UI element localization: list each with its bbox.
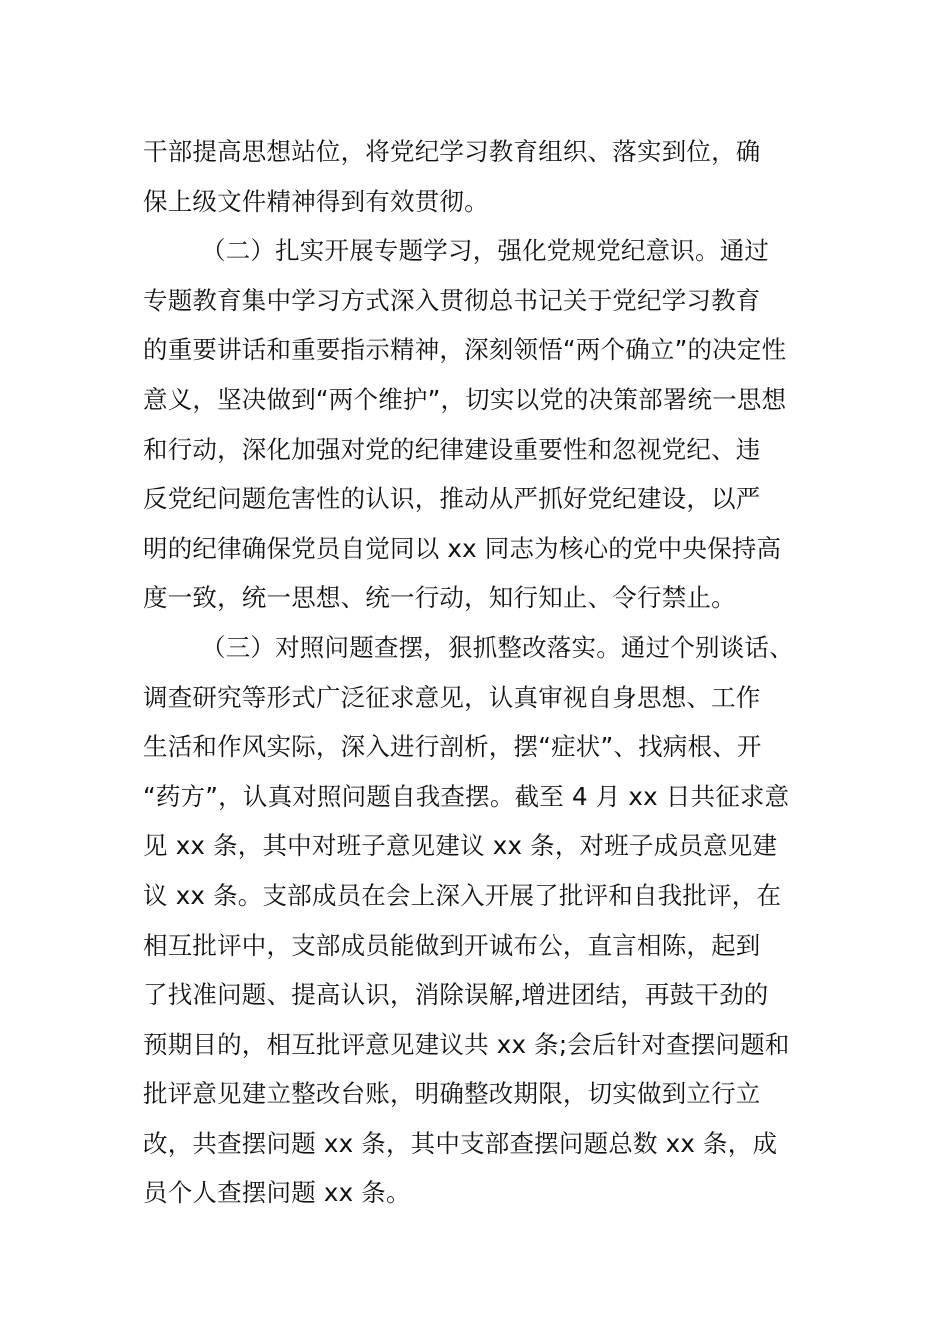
- paragraph-continuation: [143, 127, 809, 226]
- text-line: 保上级文件精神得到有效贯彻。: [143, 186, 489, 216]
- text-line: 了找准问题、提高认识，消除误解,增进团结，再鼓干劲的: [143, 980, 769, 1010]
- text-line: 明的纪律确保党员自觉同以 xx 同志为核心的党中央保持高: [143, 533, 782, 563]
- text-line: 的重要讲话和重要指示精神，深刻领悟“两个确立”的决定性: [143, 335, 787, 365]
- paragraph-section-three: [143, 623, 809, 1218]
- text-line: 和行动，深化加强对党的纪律建设重要性和忽视党纪、违: [143, 434, 761, 464]
- text-line: 预期目的，相互批评意见建议共 xx 条;会后针对查摆问题和: [143, 1029, 790, 1059]
- text-line: 批评意见建立整改台账，明确整改期限，切实做到立行立: [143, 1079, 761, 1109]
- text-line: 度一致，统一思想、统一行动，知行知止、令行禁止。: [143, 583, 736, 613]
- text-line: 员个人查摆问题 xx 条。: [143, 1178, 411, 1208]
- paragraph-section-two: [143, 226, 809, 623]
- text-line: 生活和作风实际，深入进行剖析，摆“症状”、找病根、开: [143, 732, 762, 762]
- text-line: 相互批评中，支部成员能做到开诚布公，直言相陈，起到: [143, 930, 761, 960]
- section-heading-line: （三）对照问题查摆，狠抓整改落实。通过个别谈话、: [201, 632, 794, 662]
- text-line: 改，共查摆问题 xx 条，其中支部查摆问题总数 xx 条，成: [143, 1128, 778, 1158]
- text-line: 见 xx 条，其中对班子意见建议 xx 条，对班子成员意见建: [143, 831, 778, 861]
- text-line: 议 xx 条。支部成员在会上深入开展了批评和自我批评，在: [143, 880, 782, 910]
- text-line: “药方”，认真对照问题自我查摆。截至 4 月 xx 日共征求意: [143, 781, 790, 811]
- text-line: 调查研究等形式广泛征求意见，认真审视自身思想、工作: [143, 682, 761, 712]
- document-body: [143, 127, 809, 1218]
- text-line: 干部提高思想站位，将党纪学习教育组织、落实到位，确: [143, 137, 761, 166]
- text-line: 意义，坚决做到“两个维护”，切实以党的决策部署统一思想: [143, 384, 787, 414]
- text-line: 专题教育集中学习方式深入贯彻总书记关于党纪学习教育: [143, 285, 761, 315]
- section-heading-line: （二）扎实开展专题学习，强化党规党纪意识。通过: [201, 236, 770, 266]
- text-line: 反党纪问题危害性的认识，推动从严抓好党纪建设，以严: [143, 484, 761, 514]
